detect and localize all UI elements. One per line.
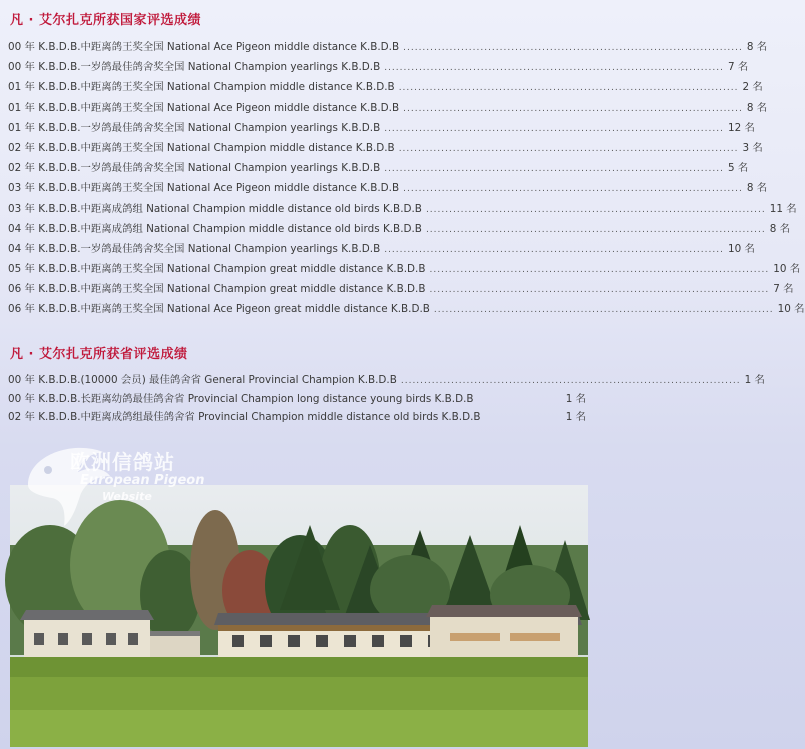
dot-leader: ........................................................................................ xyxy=(425,224,766,235)
result-rank: 8 名 xyxy=(769,222,791,235)
result-text: 01 年 K.B.D.B.中距离鸽王奖全国 National Ace Pigeon middle distance K.B.D.B xyxy=(8,101,400,114)
result-text: 00 年 K.B.D.B.中距离鸽王奖全国 National Ace Pigeon middle distance K.B.D.B xyxy=(8,41,400,53)
result-text: 01 年 K.B.D.B.一岁鸽最佳鸽舍奖全国 National Champion yearlings K.B.D.B xyxy=(8,121,381,134)
result-row xyxy=(8,219,791,239)
result-text: 00 年 K.B.D.B.(10000 会员) 最佳鸽舍省 General Provincial Champion K.B.D.B xyxy=(8,374,397,386)
result-text: 00 年 K.B.D.B.一岁鸽最佳鸽舍奖全国 National Champion yearlings K.B.D.B xyxy=(8,61,381,74)
provincial-section-title: 凡 · 艾尔扎克所获省评选成绩 xyxy=(10,347,188,362)
result-row xyxy=(8,158,749,178)
result-text: 03 年 K.B.D.B.中距离鸽王奖全国 National Ace Pigeon middle distance K.B.D.B xyxy=(8,182,400,195)
result-row xyxy=(8,299,805,319)
watermark-cn: 欧洲信鸽站 xyxy=(70,450,175,474)
result-text: 02 年 K.B.D.B.中距离鸽王奖全国 National Champion middle distance K.B.D.B xyxy=(8,141,395,154)
result-row xyxy=(8,239,755,259)
dot-leader: ........................................................................................ xyxy=(384,63,724,74)
result-row xyxy=(8,37,768,57)
result-text: 04 年 K.B.D.B.中距离成鸽组 National Champion middle distance old birds K.B.D.B xyxy=(8,222,422,235)
result-rank: 5 名 xyxy=(727,162,749,175)
result-rank: 8 名 xyxy=(746,41,768,53)
result-text: 06 年 K.B.D.B.中距离鸽王奖全国 National Ace Pigeon great middle distance K.B.D.B xyxy=(8,303,430,316)
result-text: 06 年 K.B.D.B.中距离鸽王奖全国 National Champion great middle distance K.B.D.B xyxy=(8,283,426,296)
watermark-en-line1: European Pigeon xyxy=(80,473,205,488)
dot-leader: ........................................................................................ xyxy=(384,244,724,255)
lawn xyxy=(10,657,588,747)
national-section-title: 凡 · 艾尔扎克所获国家评选成绩 xyxy=(10,13,201,28)
result-row xyxy=(8,199,797,219)
dot-leader: ........................................................................................ xyxy=(403,43,743,53)
dot-leader: ........................................................................................ xyxy=(429,265,770,276)
result-text: 04 年 K.B.D.B.一岁鸽最佳鸽舍奖全国 National Champion yearlings K.B.D.B xyxy=(8,242,381,255)
watermark-en-line2: Website xyxy=(102,490,152,503)
result-row xyxy=(8,259,801,279)
result-rank: 12 名 xyxy=(727,121,755,134)
result-rank: 1 名 xyxy=(744,374,765,386)
result-rank: 1 名 xyxy=(565,411,586,423)
result-text: 03 年 K.B.D.B.中距离成鸽组 National Champion middle distance old birds K.B.D.B xyxy=(8,202,422,215)
result-text: 02 年 K.B.D.B.一岁鸽最佳鸽舍奖全国 National Champion yearlings K.B.D.B xyxy=(8,162,381,175)
result-rank: 1 名 xyxy=(565,392,586,405)
result-row xyxy=(8,98,768,118)
dot-leader: ........................................................................................ xyxy=(403,184,743,195)
dot-leader: ........................................................................................ xyxy=(433,305,774,316)
result-rank: 2 名 xyxy=(742,81,763,94)
dot-leader: ........................................................................................ xyxy=(429,285,770,296)
dot-leader: ........................................................................................ xyxy=(384,123,724,134)
result-row xyxy=(8,408,586,427)
result-row xyxy=(8,279,794,299)
result-row xyxy=(8,178,768,198)
result-row xyxy=(8,57,749,77)
result-text: 01 年 K.B.D.B.中距离鸽王奖全国 National Champion middle distance K.B.D.B xyxy=(8,81,395,94)
result-rank: 7 名 xyxy=(727,61,749,74)
dot-leader: ........................................................................................ xyxy=(398,143,739,154)
result-text: 00 年 K.B.D.B.长距离幼鸽最佳鸽舍省 Provincial Champion long distance young birds K.B.D.B xyxy=(8,392,474,405)
dot-leader: ........................................................................................ xyxy=(425,204,766,215)
dot-leader: ........................................................................................ xyxy=(398,83,739,94)
result-rank: 8 名 xyxy=(746,101,768,114)
result-text: 02 年 K.B.D.B.中距离成鸽组最佳鸽舍省 Provincial Champion middle distance old birds K.B.D.B xyxy=(8,411,481,423)
result-rank: 10 名 xyxy=(727,242,755,255)
result-row xyxy=(8,77,763,97)
provincial-results-list xyxy=(8,371,765,427)
result-rank: 10 名 xyxy=(773,263,801,276)
long-loft-building xyxy=(214,605,582,663)
result-row xyxy=(8,390,586,409)
result-rank: 3 名 xyxy=(742,141,763,154)
result-rank: 8 名 xyxy=(746,182,768,195)
result-rank: 11 名 xyxy=(769,202,797,215)
dot-leader: ........................................................................................ xyxy=(400,376,741,386)
dot-leader: ........................................................................................ xyxy=(403,103,743,114)
national-results-list xyxy=(8,37,805,320)
result-text: 05 年 K.B.D.B.中距离鸽王奖全国 National Champion great middle distance K.B.D.B xyxy=(8,263,426,276)
result-row xyxy=(8,118,755,138)
result-row xyxy=(8,371,765,390)
dot-leader: ........................................................................................ xyxy=(384,164,724,175)
result-rank: 10 名 xyxy=(777,303,805,316)
result-rank: 7 名 xyxy=(773,283,794,296)
result-row xyxy=(8,138,763,158)
